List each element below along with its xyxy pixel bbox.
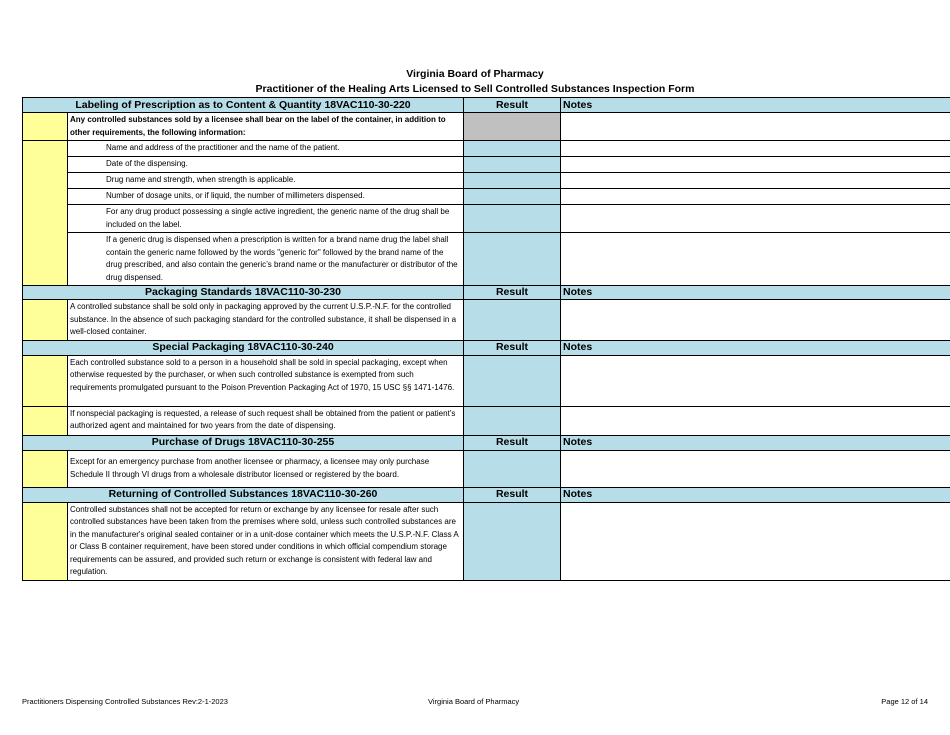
result-cell[interactable] bbox=[464, 502, 561, 580]
notes-header: Notes bbox=[561, 286, 950, 300]
notes-cell[interactable] bbox=[561, 502, 950, 580]
result-header: Result bbox=[464, 487, 561, 502]
result-cell[interactable] bbox=[464, 141, 561, 157]
checkbox-cell[interactable] bbox=[23, 141, 68, 286]
notes-cell[interactable] bbox=[561, 189, 950, 205]
checkbox-cell[interactable] bbox=[23, 300, 68, 341]
result-header: Result bbox=[464, 435, 561, 450]
result-cell[interactable] bbox=[464, 173, 561, 189]
notes-cell[interactable] bbox=[561, 233, 950, 286]
table-row bbox=[23, 502, 950, 580]
notes-cell[interactable] bbox=[561, 205, 950, 233]
notes-cell[interactable] bbox=[561, 141, 950, 157]
requirement-text: Number of dosage units, or if liquid, the number of millimeters dispensed. bbox=[68, 189, 464, 205]
result-cell[interactable] bbox=[464, 355, 561, 406]
requirement-text: Each controlled substance sold to a person in a household shall be sold in special packaging, except when otherwise requested by the purchaser, or when such controlled substance is exempted from such requirements promulgated pursuant to the Poison Prevention Packaging Act of 1970, 15 USC §§ 1471-1476. bbox=[68, 355, 464, 406]
result-cell[interactable] bbox=[464, 189, 561, 205]
section-title: Packaging Standards 18VAC110-30-230 bbox=[23, 286, 464, 300]
table-row bbox=[23, 205, 950, 233]
section-header-purchase bbox=[23, 435, 950, 450]
table-row bbox=[23, 173, 950, 189]
section-header-special-packaging bbox=[23, 340, 950, 355]
requirement-text: If a generic drug is dispensed when a prescription is written for a brand name drug the label shall contain the generic name followed by the words "generic for" followed by the brand name of the drug prescribed, and also contain the generic’s brand name or the manufacturer or distributor of the drug dispensed. bbox=[68, 233, 464, 286]
inspection-table bbox=[22, 97, 950, 581]
footer-org: Virginia Board of Pharmacy bbox=[428, 697, 520, 706]
result-header: Result bbox=[464, 340, 561, 355]
requirement-text: If nonspecial packaging is requested, a release of such request shall be obtained from the patient or patient’s authorized agent and maintained for two years from the date of dispensing. bbox=[68, 406, 464, 435]
notes-header: Notes bbox=[561, 435, 950, 450]
table-row bbox=[23, 157, 950, 173]
section-title: Labeling of Prescription as to Content & Quantity 18VAC110-30-220 bbox=[23, 98, 464, 113]
requirement-text: A controlled substance shall be sold only in packaging approved by the current U.S.P.-N.F. for the controlled substance. In the absence of such packaging standard for the controlled substance, it shall be dispensed in a well-closed container. bbox=[68, 300, 464, 341]
result-cell[interactable] bbox=[464, 450, 561, 487]
result-cell[interactable] bbox=[464, 205, 561, 233]
table-row bbox=[23, 450, 950, 487]
checkbox-cell[interactable] bbox=[23, 406, 68, 435]
requirement-text: Name and address of the practitioner and the name of the patient. bbox=[68, 141, 464, 157]
result-header: Result bbox=[464, 286, 561, 300]
table-row bbox=[23, 300, 950, 341]
requirement-text: Controlled substances shall not be accepted for return or exchange by any licensee for resale after such controlled substances have been taken from the premises where sold, unless such controlled substances are in the manufacturer's original sealed container or in a unit-dose container which meets the U.S.P.-N.F. Class A or Class B container requirement, have been stored under conditions in which official compendium storage requirements can be assured, and provided such return or exchange is consistent with federal law and regulation. bbox=[68, 502, 464, 580]
result-cell[interactable] bbox=[464, 157, 561, 173]
requirement-text: Except for an emergency purchase from another licensee or pharmacy, a licensee may only purchase Schedule II through VI drugs from a wholesale distributor licensed or registered by the board. bbox=[68, 450, 464, 487]
section-title: Purchase of Drugs 18VAC110-30-255 bbox=[23, 435, 464, 450]
table-row bbox=[23, 141, 950, 157]
table-row bbox=[23, 233, 950, 286]
checkbox-cell[interactable] bbox=[23, 450, 68, 487]
table-row bbox=[23, 355, 950, 406]
notes-cell[interactable] bbox=[561, 173, 950, 189]
section-title: Special Packaging 18VAC110-30-240 bbox=[23, 340, 464, 355]
table-row bbox=[23, 406, 950, 435]
notes-cell[interactable] bbox=[561, 157, 950, 173]
result-header: Result bbox=[464, 98, 561, 113]
table-row bbox=[23, 113, 950, 141]
org-title: Virginia Board of Pharmacy bbox=[406, 68, 544, 80]
footer-page-number: Page 12 of 14 bbox=[881, 697, 928, 706]
requirement-text: Drug name and strength, when strength is applicable. bbox=[68, 173, 464, 189]
requirement-intro: Any controlled substances sold by a licensee shall bear on the label of the container, in addition to other requirements, the following information: bbox=[68, 113, 464, 141]
notes-header: Notes bbox=[561, 98, 950, 113]
checkbox-cell[interactable] bbox=[23, 502, 68, 580]
notes-cell[interactable] bbox=[561, 300, 950, 341]
checkbox-cell[interactable] bbox=[23, 355, 68, 406]
form-title: Practitioner of the Healing Arts Licensed to Sell Controlled Substances Inspection Form bbox=[255, 83, 695, 95]
section-header-labeling bbox=[23, 98, 950, 113]
requirement-text: For any drug product possessing a single active ingredient, the generic name of the drug shall be included on the label. bbox=[68, 205, 464, 233]
footer-revision: Practitioners Dispensing Controlled Substances Rev:2-1-2023 bbox=[22, 697, 228, 706]
section-header-returning bbox=[23, 487, 950, 502]
section-header-packaging bbox=[23, 286, 950, 300]
notes-header: Notes bbox=[561, 487, 950, 502]
notes-cell[interactable] bbox=[561, 355, 950, 406]
notes-cell[interactable] bbox=[561, 406, 950, 435]
result-cell[interactable] bbox=[464, 300, 561, 341]
result-cell-disabled bbox=[464, 113, 561, 141]
table-row bbox=[23, 189, 950, 205]
result-cell[interactable] bbox=[464, 406, 561, 435]
requirement-text: Date of the dispensing. bbox=[68, 157, 464, 173]
section-title: Returning of Controlled Substances 18VAC110-30-260 bbox=[23, 487, 464, 502]
notes-cell[interactable] bbox=[561, 113, 950, 141]
notes-header: Notes bbox=[561, 340, 950, 355]
result-cell[interactable] bbox=[464, 233, 561, 286]
notes-cell[interactable] bbox=[561, 450, 950, 487]
checkbox-cell[interactable] bbox=[23, 113, 68, 141]
